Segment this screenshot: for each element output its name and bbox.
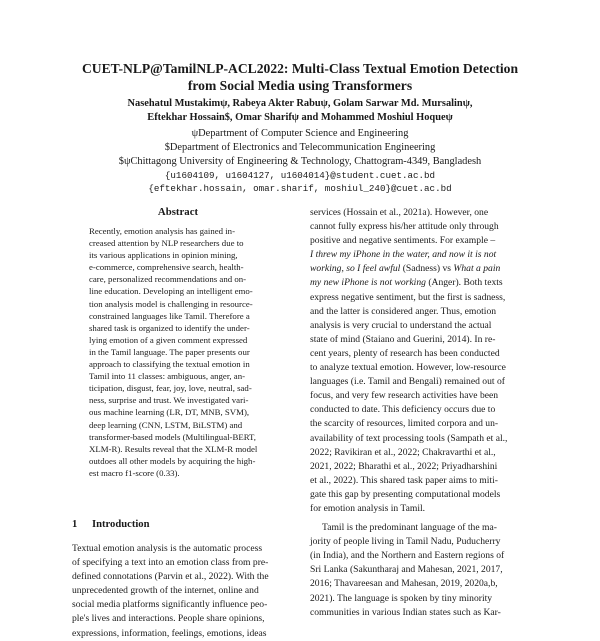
abstract-line: transformer-based models (Multilingual-BERT,	[89, 431, 256, 442]
body-line: services (Hossain et al., 2021a). However, one	[310, 207, 489, 218]
example-text: working, so I feel awful	[310, 263, 401, 275]
body-line	[310, 276, 532, 290]
body-line: analysis is very crucial to understand the actual	[310, 319, 492, 331]
body-line: unprecedented growth of the internet, online and	[72, 585, 259, 597]
body-line: et al., 2022). This shared task paper aims to miti-	[310, 474, 498, 486]
body-line: communities in various Indian states such as Kar-	[310, 606, 501, 618]
abstract-line: est macro f1-score (0.33).	[89, 467, 180, 478]
body-line: to analyze textual emotion. However, low-resource	[310, 362, 506, 374]
section-heading	[72, 518, 292, 531]
body-line: 2021, 2022; Bharathi et al., 2022; Priyadharshini	[310, 460, 498, 472]
abstract-line: outdoes all other models by acquiring the high-	[89, 455, 256, 466]
body-line: and the latter is considered anger. Thus, emotion	[310, 305, 497, 317]
abstract-line: approach to classifying the textual emotion in	[89, 359, 250, 370]
abstract-line: constrained languages like Tamil. Therefore a	[89, 310, 250, 321]
abstract-line: tion analysis model is challenging in resource-	[89, 298, 253, 309]
abstract-line: creased attention by NLP researchers due to	[89, 238, 244, 249]
introduction-body	[72, 542, 294, 641]
body-line: focus, and very few research activities have been	[310, 390, 499, 402]
author-line: Nasehatul Mustakimψ, Rabeya Akter Rabuψ, Golam Sarwar Md. Mursalinψ,	[127, 98, 473, 109]
body-line: expressions, information, feelings, emotions, ideas	[72, 627, 267, 639]
abstract-line: in the Tamil language. The paper presents our	[89, 346, 250, 357]
body-line: cannot fully express his/her attitude only through	[310, 221, 499, 233]
abstract-line: Recently, emotion analysis has gained in-	[89, 226, 236, 236]
right-column	[310, 206, 532, 620]
abstract-line: deep learning (CNN, LSTM, BiLSTM) and	[89, 419, 243, 430]
body-line: for emotion analysis in Tamil.	[310, 502, 426, 514]
abstract-line: ticipation, disgust, fear, joy, love, neutral, sad-	[89, 383, 252, 394]
body-line: (in India), and the Northern and Eastern regions of	[310, 550, 505, 562]
body-line: conducted to date. This deficiency occurs due to	[310, 404, 496, 416]
body-line: ple's lives and interactions. People share opinions,	[72, 613, 265, 625]
abstract-line: Tamil into 11 classes: ambiguous, anger, an-	[89, 371, 246, 382]
body-line: cent years, plenty of research has been conducted	[310, 347, 500, 359]
affiliations	[40, 127, 560, 168]
abstract-line: line education. Developing an intelligent emo-	[89, 286, 253, 297]
abstract-line: care, personalized recommendations and on-	[89, 274, 247, 285]
email-list	[40, 169, 560, 195]
example-text: my new iPhone is not working	[310, 277, 426, 289]
abstract-line: lying emotion of a given comment expressed	[89, 334, 248, 345]
abstract-line: shared task is organized to identify the under-	[89, 322, 250, 333]
body-line: state of mind (Staiano and Guerini, 2014). In re-	[310, 333, 496, 345]
email-line: {eftekhar.hossain, omar.sharif, moshiul_240}@cuet.ac.bd	[148, 183, 452, 194]
affiliation-line: $Department of Electronics and Telecommunication Engineering	[164, 141, 436, 153]
abstract-line: e-commerce, comprehensive search, health-	[89, 262, 244, 273]
author-line: Eftekhar Hossain$, Omar Sharifψ and Mohammed Moshiul Hoqueψ	[147, 112, 453, 123]
body-line: positive and negative sentiments. For example –	[310, 235, 496, 247]
body-line: of specifying a text into an emotion class from pre-	[72, 557, 269, 569]
body-line: languages (i.e. Tamil and Bengali) remained out of	[310, 376, 505, 388]
title-line: CUET-NLP@TamilNLP-ACL2022: Multi-Class Textual Emotion Detection	[81, 61, 519, 76]
example-text: I threw my iPhone in the water, and now it is not	[310, 249, 497, 261]
example-text: What a pain	[453, 263, 501, 275]
body-line	[310, 248, 532, 262]
example-label: (Anger). Both texts	[425, 277, 503, 289]
affiliation-line: ψDepartment of Computer Science and Engineering	[191, 128, 409, 139]
affiliation-line: $ψChittagong University of Engineering & Technology, Chattogram-4349, Bangladesh	[118, 155, 482, 167]
email-line: {u1604109, u1604127, u1604014}@student.cuet.ac.bd	[164, 170, 436, 181]
section-title: Introduction	[92, 519, 150, 530]
abstract-line: ous machine learning (LR, DT, MNB, SVM),	[89, 407, 250, 418]
body-line: the scarcity of resources, limited corpora and un-	[310, 418, 499, 430]
body-line: jority of people living in Tamil Nadu, Puducherry	[310, 536, 501, 548]
body-line: 2022; Ravikiran et al., 2022; Chakravarthi et al.,	[310, 446, 496, 458]
body-line: defined connotations (Parvin et al., 2022). With the	[72, 571, 269, 583]
abstract-line: ness, surprise and trust. We investigated vari-	[89, 395, 249, 406]
section-number: 1	[72, 519, 78, 530]
body-line: express negative sentiment, but the first is sadness,	[310, 291, 506, 303]
body-line: gate this gap by presenting computational models	[310, 488, 501, 500]
title-line: from Social Media using Transformers	[187, 78, 413, 93]
body-line: Tamil is the predominant language of the ma-	[322, 522, 497, 534]
body-line: Textual emotion analysis is the automatic process	[72, 543, 263, 554]
body-line: Sri Lanka (Sakuntharaj and Mahesan, 2021, 2017,	[310, 564, 503, 576]
abstract-body	[89, 225, 281, 479]
body-line	[310, 262, 532, 276]
body-line: 2016; Thavareesan and Mahesan, 2019, 2020a,b,	[310, 578, 498, 590]
paper-title	[40, 60, 560, 94]
body-line: 2021). The language is spoken by tiny minority	[310, 592, 493, 604]
abstract-line: its various applications in opinion mining,	[89, 250, 238, 261]
abstract-line: XLM-R). Results reveal that the XLM-R model	[89, 443, 258, 454]
author-list	[40, 97, 560, 125]
example-label: (Sadness) vs	[400, 263, 454, 275]
body-line: social media platforms significantly influence peo-	[72, 599, 268, 611]
body-line: availability of text processing tools (Sampath et al.,	[310, 432, 508, 444]
abstract-heading: Abstract	[157, 206, 199, 218]
